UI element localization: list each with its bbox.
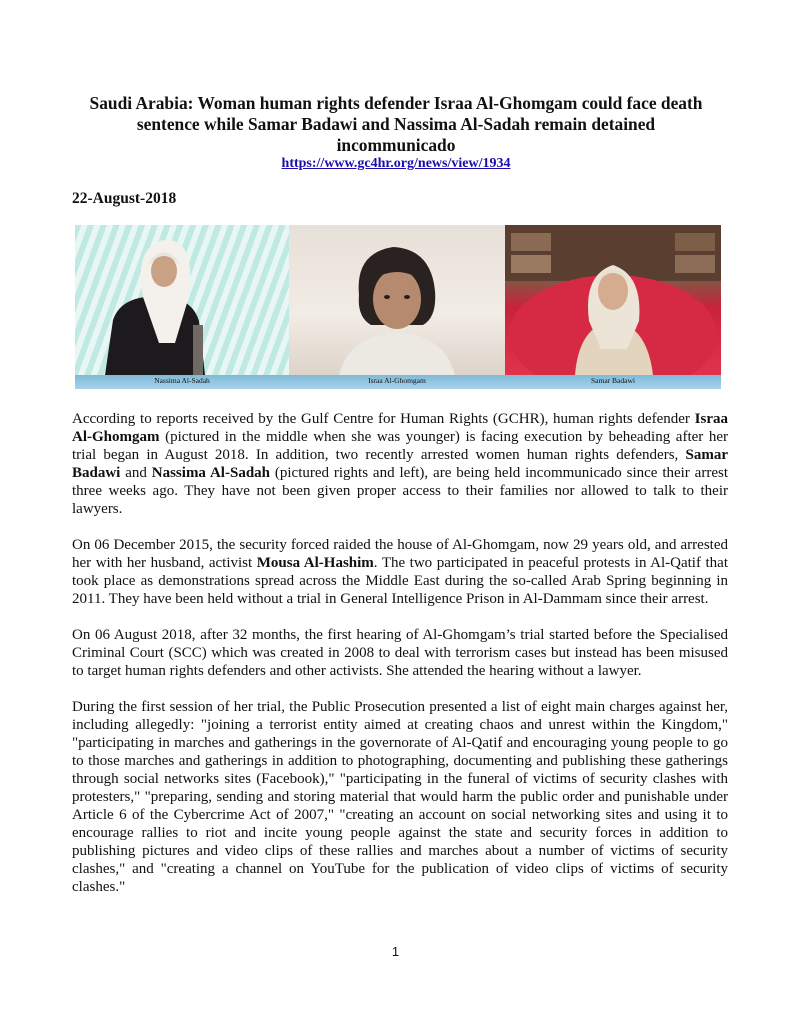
person-illustration-3 <box>505 225 721 375</box>
paragraph <box>72 626 728 680</box>
source-url <box>60 156 732 172</box>
text-run: According to reports received by the Gulf Centre for Human Rights (GCHR), human rights defender <box>72 411 695 427</box>
paragraph <box>72 410 728 518</box>
page-number: 1 <box>391 944 400 959</box>
caption-israa: Israa Al-Ghomgam <box>368 376 426 385</box>
text-run: (pictured in the middle when she was younger) is facing execution by beheading after her trial began in August 2018. In addition, two recently arrested women human rights defenders, <box>72 429 728 463</box>
article-date: 22-August-2018 <box>72 190 177 207</box>
title-line-3: incommunicado <box>336 135 456 155</box>
text-run: On 06 December 2015, the security forced raided the house of Al-Ghomgam, now 29 years old, and arrested her with her husband, activist <box>72 537 728 571</box>
caption-nassima: Nassima Al-Sadah <box>154 376 210 385</box>
title-line-1: Saudi Arabia: Woman human rights defender Israa Al-Ghomgam could face death <box>89 93 703 113</box>
text-run: . The two participated in peaceful protests in Al-Qatif that took place as demonstrations spread across the Middle East during the so-called Arab Spring beginning in 2011. They have been held without a trial in General Intelligence Prison in Al-Dammam since their arrest. <box>72 555 729 607</box>
source-link[interactable]: https://www.gc4hr.org/news/view/1934 <box>281 156 511 171</box>
text-run: During the first session of her trial, the Public Prosecution presented a list of eight main charges against her, including allegedly: "joining a terrorist entity aimed at creating chaos and unrest within the Kingdom," "participating in marches and gatherings in the governorate of Al-Qatif and encouraging young people to go to those marches and gatherings in addition to photographing, documenting and publishing these gatherings through social networks sites (Facebook)," "participating in the funeral of victims of security clashes with protesters," "preparing, sending and storing material that would harm the public order and punishable under Article 6 of the Cybercrime Act of 2007," "creating an account on social networking sites and using it to encourage rallies to riot and incite young people against the state and security forces in addition to publishing pictures and video clips of these rallies and marches about a number of victims of security clashes," and "creating a channel on YouTube for the publication of video clips of victims of security clashes." <box>72 699 728 895</box>
article-title <box>60 93 732 156</box>
text-run: (pictured rights and left), are being held incommunicado since their arrest three weeks ago. They have not been given proper access to their families nor allowed to talk to their lawyers. <box>72 465 728 517</box>
bold-name: Mousa Al-Hashim <box>256 555 374 571</box>
bold-name: Israa Al-Ghomgam <box>72 411 728 445</box>
person-illustration-1 <box>75 225 289 375</box>
text-run: On 06 August 2018, after 32 months, the first hearing of Al-Ghomgam’s trial started before the Specialised Criminal Court (SCC) which was created in 2008 to deal with terrorism cases but instead has been misused to target human rights defenders and other activists. She attended the hearing without a lawyer. <box>72 627 728 679</box>
person-illustration-2 <box>289 225 505 375</box>
title-line-2: sentence while Samar Badawi and Nassima Al-Sadah remain detained <box>136 114 656 134</box>
photo-samar <box>505 225 721 375</box>
photo-strip <box>75 225 721 389</box>
photo-israa <box>289 225 505 375</box>
bold-name: Nassima Al-Sadah <box>151 465 270 481</box>
article-body <box>72 410 728 914</box>
paragraph <box>72 698 728 896</box>
text-run: and <box>120 465 152 481</box>
caption-samar: Samar Badawi <box>591 376 635 385</box>
paragraph <box>72 536 728 608</box>
bold-name: Samar Badawi <box>72 447 728 481</box>
photo-nassima <box>75 225 289 375</box>
